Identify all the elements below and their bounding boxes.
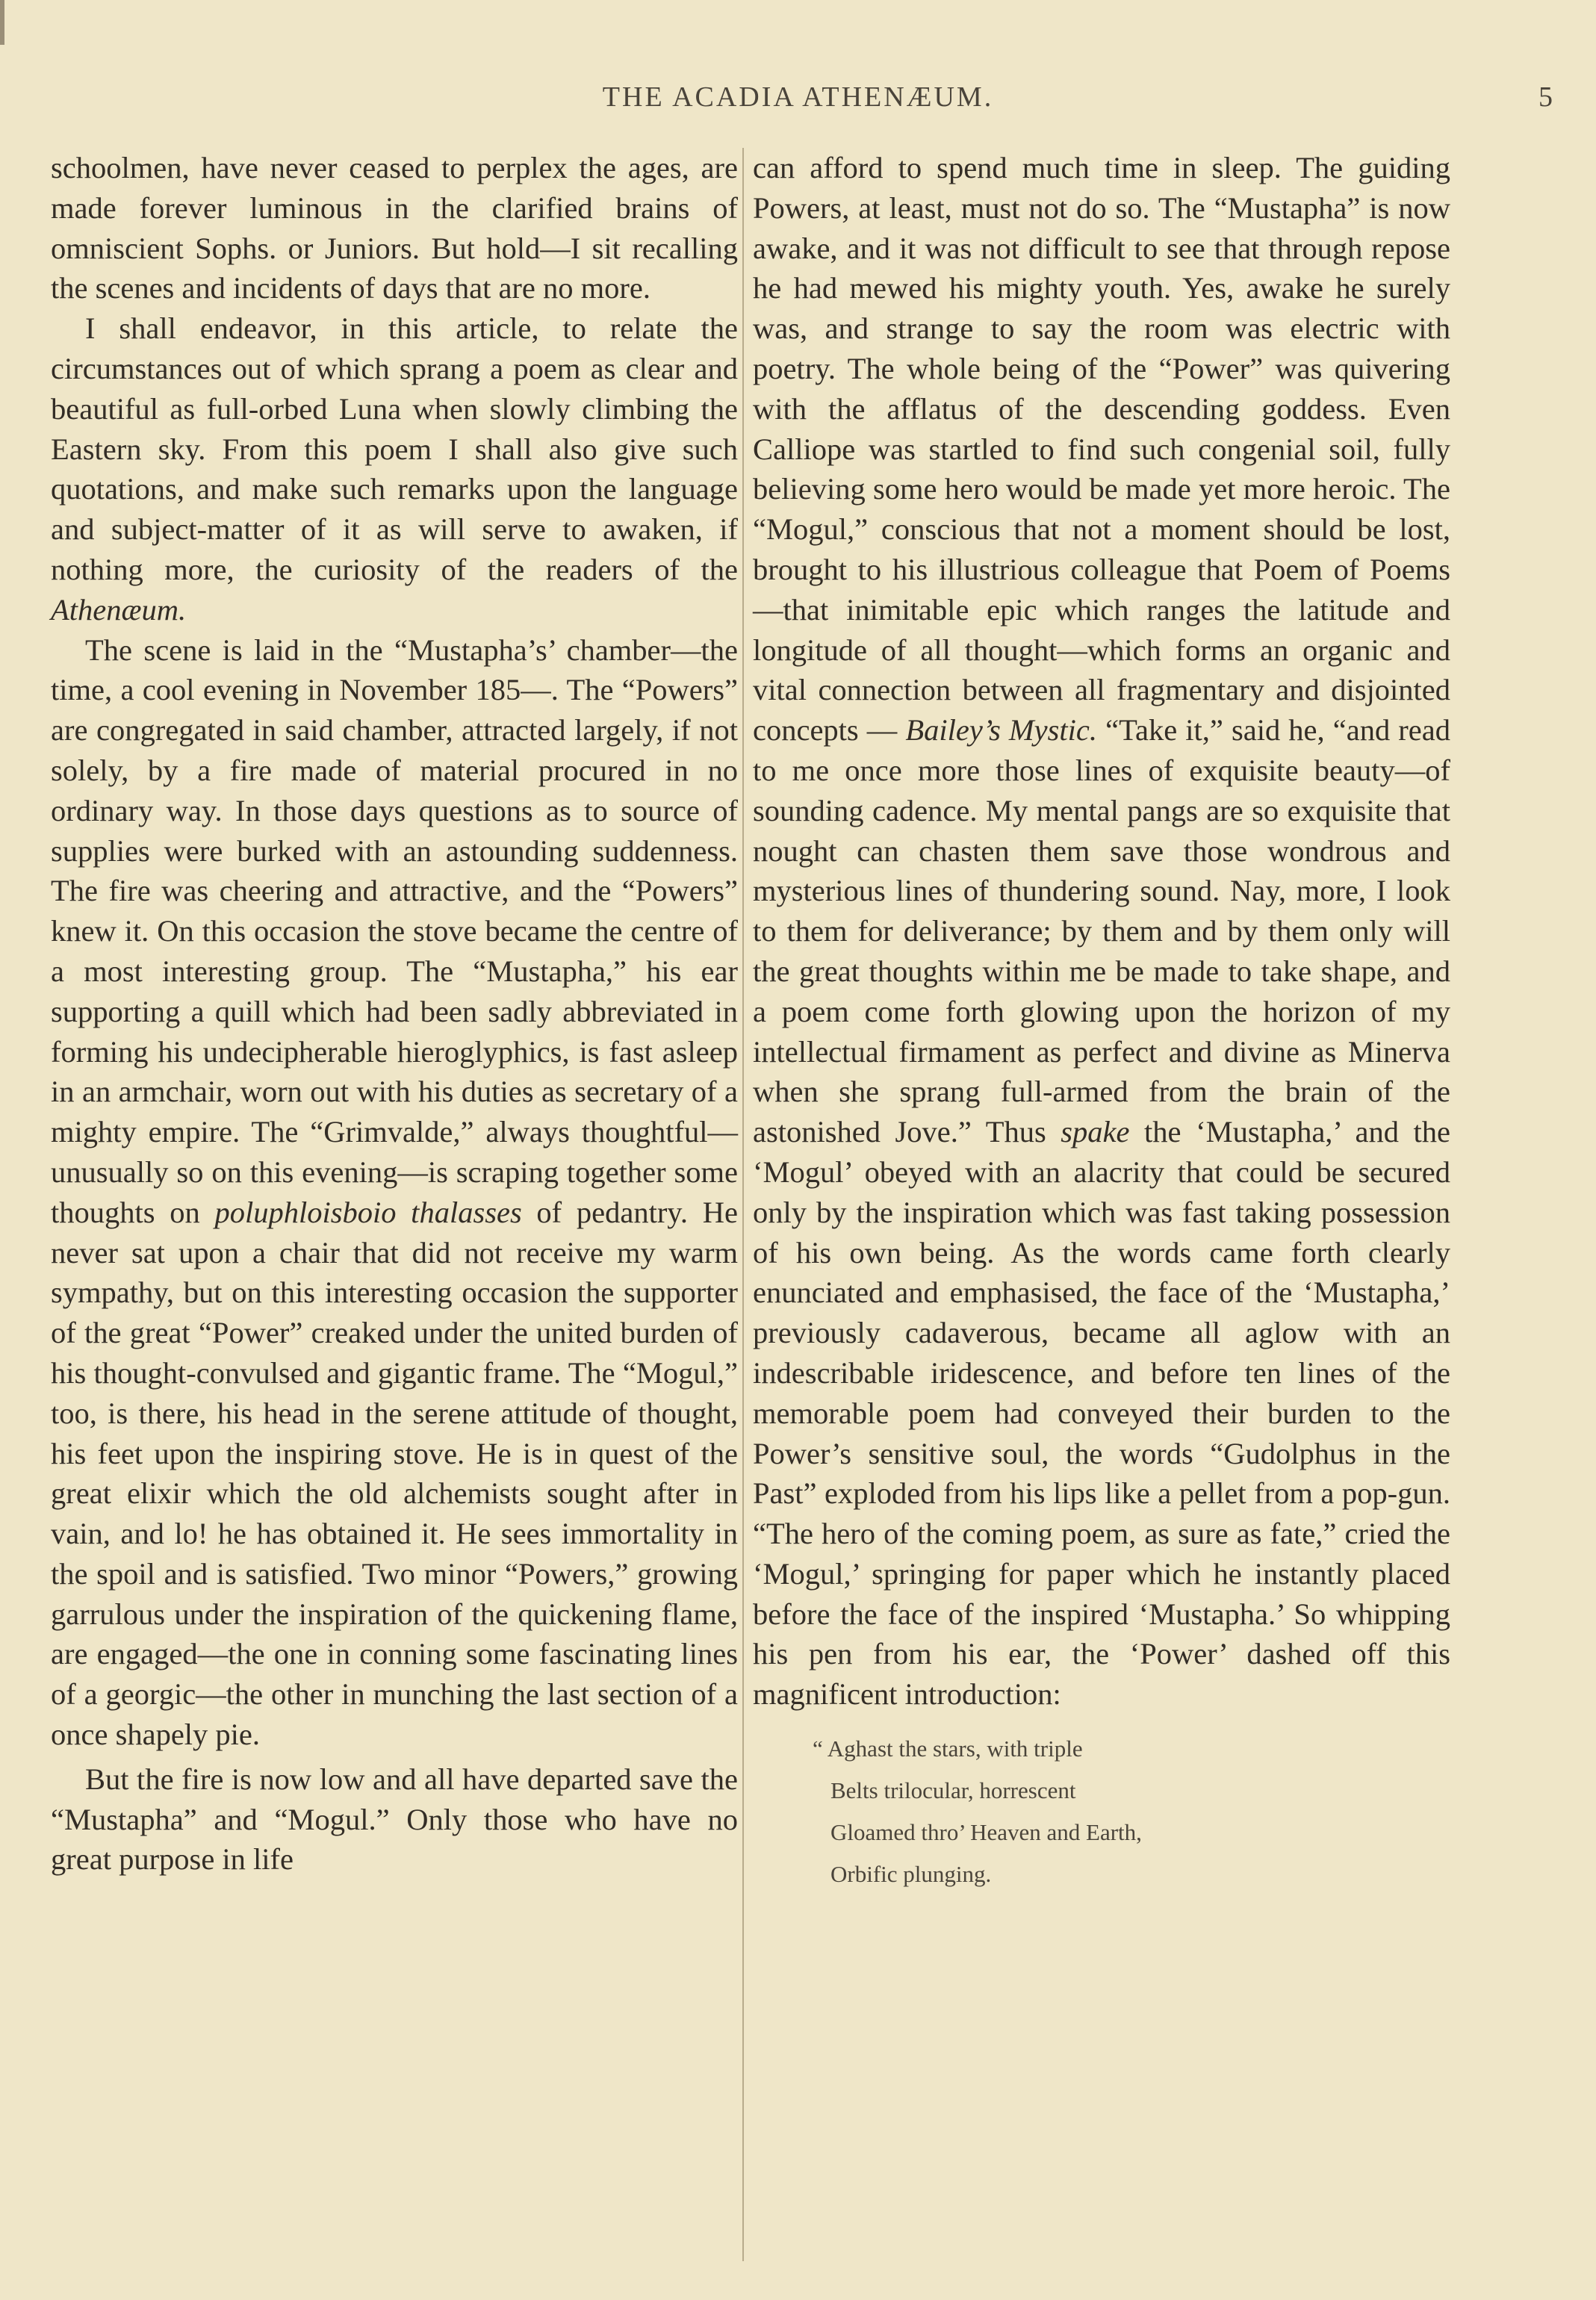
italic-word: spake (1061, 1115, 1130, 1149)
verse-line: Belts trilocular, horrescent (830, 1777, 1076, 1804)
paragraph-text: can afford to spend much time in sleep. The guiding Powers, at least, must not do so. The “Mustapha” is now awake, and it was not difficult to see that through repose he had mewed his mighty youth. Yes, awake he surely was, and strange to say the room was electric with poetry. The whole being of the “Power” was quivering with the afflatus of the descending goddess. Even Calliope was startled to find such congenial soil, fully believing some hero would be made yet more heroic. The “Mogul,” conscious that not a moment should be lost, brought to his illustrious colleague that Poem of Poems—that inimitable epic which ranges the latitude and longitude of all thought—which forms an organic and vital connection between all fragmentary and disjointed concepts — (753, 151, 1450, 748)
page-edge-mark (0, 0, 4, 45)
verse-line: “ Aghast the stars, with triple (813, 1735, 1083, 1762)
right-column (753, 148, 1450, 1895)
paragraph-text: the ‘Mustapha,’ and the ‘Mogul’ obeyed with an alacrity that could be secured only by the inspiration which was fast taking possession of his own being. As the words came forth clearly enunciated and emphasised, the face of the ‘Mustapha,’ previously cadaverous, became all aglow with an indescribable iridescence, and before ten lines of the memorable poem had conveyed their burden to the Power’s sensitive soul, the words “Gudolphus in the Past” exploded from his lips like a pellet from a pop-gun. “The hero of the coming poem, as sure as fate,” cried the ‘Mogul,’ springing for paper which he instantly placed before the face of the inspired ‘Mustapha.’ So whipping his pen from his ear, the ‘Power’ dashed off this magnificent introduction: (753, 1115, 1450, 1712)
paragraph-text: “Take it,” said he, “and read to me once more those lines of exquisite beauty—of sounding cadence. My mental pangs are so exquisite that nought can chasten them save those wondrous and mysterious lines of thundering sound. Nay, more, I look to them for deliverance; by them and by them only will the great thoughts within me be made to take shape, and a poem come forth glowing upon the horizon of my intellectual firmament as perfect and divine as Minerva when she sprang full-armed from the brain of the astonished Jove.” Thus (753, 713, 1450, 1149)
paragraph: But the fire is now low and all have departed save the “Mustapha” and “Mogul.” Only those who have no great purpose in life (51, 1762, 738, 1877)
verse-quotation (813, 1728, 1450, 1895)
paragraph: schoolmen, have never ceased to perplex the ages, are made forever luminous in the clarified brains of omniscient Sophs. or Juniors. But hold—I sit recalling the scenes and incidents of days that are no more. (51, 151, 738, 305)
verse-line: Gloamed thro’ Heaven and Earth, (830, 1819, 1142, 1846)
paragraph (51, 630, 738, 1755)
italic-title: Bailey’s Mystic. (905, 713, 1098, 748)
paragraph-text: I shall endeavor, in this article, to relate the circumstances out of which sprang a poem as clear and beautiful as full-orbed Luna when slowly climbing the Eastern sky. From this poem I shall also give such quotations, and make such remarks upon the language and subject-matter of it as will serve to awaken, if nothing more, the curiosity of the readers of the (51, 311, 738, 586)
verse-line: Orbific plunging. (830, 1861, 992, 1888)
left-column (51, 148, 738, 1880)
paragraph (51, 308, 738, 630)
italic-phrase: poluphloisboio thalasses (214, 1195, 522, 1229)
italic-title: Athenæum. (51, 592, 187, 627)
paragraph-text: of pedantry. He never sat upon a chair that did not receive my warm sympathy, but on this interesting occasion the supporter of the great “Power” creaked under the united burden of his thought-convulsed and gigantic frame. The “Mogul,” too, is there, his head in the serene attitude of thought, his feet upon the inspiring stove. He is in quest of the great elixir which the old alchemists sought after in vain, and lo! he has obtained it. He sees immortality in the spoil and is satisfied. Two minor “Powers,” growing garrulous under the inspiration of the quickening flame, are engaged—the one in conning some fascinating lines of a georgic—the other in munching the last section of a once shapely pie. (51, 1195, 738, 1752)
paragraph (753, 148, 1450, 1715)
paragraph-text: The scene is laid in the “Mustapha’s’ chamber—the time, a cool evening in November 185—. The “Powers” are congregated in said chamber, attracted largely, if not solely, by a fire made of material procured in no ordinary way. In those days questions as to source of supplies were burked with an astounding suddenness. The fire was cheering and attractive, and the “Powers” knew it. On this occasion the stove became the centre of a most interesting group. The “Mustapha,” his ear supporting a quill which had been sadly abbreviated in forming his undecipherable hieroglyphics, is fast asleep in an armchair, worn out with his duties as secretary of a mighty empire. The “Grimvalde,” always thoughtful—unusually so on this evening—is scraping together some thoughts on (51, 632, 738, 1229)
column-divider (742, 148, 744, 2261)
page-number: 5 (1538, 81, 1553, 113)
running-title: THE ACADIA ATHENÆUM. (602, 81, 994, 113)
